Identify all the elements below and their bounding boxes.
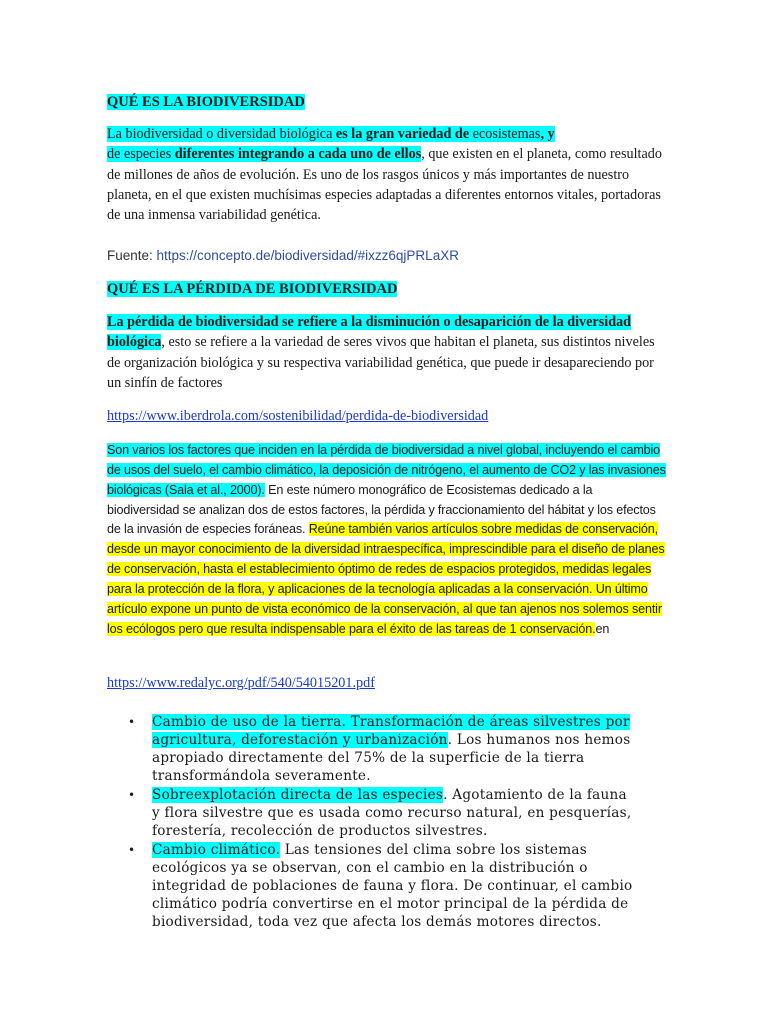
heading-highlight: QUÉ ES LA PÉRDIDA DE BIODIVERSIDAD bbox=[107, 281, 398, 297]
list-item bbox=[128, 786, 638, 840]
paragraph-factors bbox=[107, 441, 667, 639]
iberdrola-link[interactable]: https://www.iberdrola.com/sostenibilidad/perdida-de-biodiversidad bbox=[107, 408, 489, 424]
bullet-list bbox=[128, 713, 638, 932]
list-item-highlight: Cambio climático. bbox=[152, 842, 281, 858]
p1-segment-8: , que existen en el planeta, como resultado de millones de años de evolución. Es uno de los rasgos únicos y más importantes de nuestro planeta, en el que existen muchísimas especies adaptadas a diferentes entornos vitales, portadoras de una inmensa variabilidad genética. bbox=[107, 146, 662, 224]
paragraph-loss-definition bbox=[107, 312, 667, 393]
paragraph-biodiversity-definition bbox=[107, 124, 667, 225]
list-item-text: . Agotamiento de la fauna y flora silvestre que es usada como recurso natural, en pesquerías, forestería, recolección de productos silvestres. bbox=[152, 787, 632, 839]
source-line bbox=[107, 246, 459, 266]
bullet-icon: • bbox=[128, 715, 136, 729]
list-item bbox=[128, 713, 638, 785]
heading-que-es-biodiversidad bbox=[107, 92, 305, 112]
p1-segment-6: especies bbox=[120, 146, 175, 163]
p3-plain: En este número monográfico de Ecosistemas dedicado a la biodiversidad se analizan dos de estos factores, la pérdida y fraccionamiento del hábitat y los efectos de la invasión de especies foráneas. bbox=[107, 482, 656, 537]
list-item-highlight: Cambio de uso de la tierra. Transformación de áreas silvestres por agricultura, deforestación y urbanización bbox=[152, 714, 630, 748]
source-label: Fuente: bbox=[107, 248, 157, 263]
list-item-text: . Los humanos nos hemos apropiado directamente del 75% de la superficie de la tierra transformándola severamente. bbox=[152, 732, 631, 784]
bullet-icon: • bbox=[128, 843, 136, 857]
list-item-highlight: Sobreexplotación directa de las especies bbox=[152, 787, 444, 803]
list-item bbox=[128, 841, 638, 931]
p1-segment-7: diferentes integrando a cada uno de ellos bbox=[174, 146, 422, 163]
p1-segment-4: , y bbox=[540, 126, 555, 142]
p1-segment-2: es la gran variedad de bbox=[335, 126, 470, 142]
source-url[interactable]: https://concepto.de/biodiversidad/#ixzz6qjPRLaXR bbox=[156, 248, 459, 263]
p3-cyan-highlight: Son varios los factores que inciden en la pérdida de biodiversidad a nivel global, incluyendo el cambio de usos del suelo, el cambio climático, la deposición de nitrógeno, el aumento de CO2 y las invasiones biológicas (Sala et al., 2000). bbox=[107, 443, 666, 497]
list-item-text: Las tensiones del clima sobre los sistemas ecológicos ya se observan, con el cambio en la distribución o integridad de poblaciones de fauna y flora. De continuar, el cambio climático podría convertirse en el motor principal de la pérdida de biodiversidad, toda vez que afecta los demás motores directos. bbox=[152, 842, 633, 930]
p1-segment-5: de bbox=[107, 146, 121, 163]
bullet-icon: • bbox=[128, 788, 136, 802]
heading-highlight: QUÉ ES LA BIODIVERSIDAD bbox=[107, 94, 305, 110]
p1-segment-3: ecosistemas bbox=[469, 126, 541, 142]
p1-segment-1: La biodiversidad o diversidad biológica bbox=[107, 126, 336, 142]
heading-perdida-biodiversidad bbox=[107, 279, 397, 299]
p2-rest: , esto se refiere a la variedad de seres vivos que habitan el planeta, sus distintos niveles de organización biológica y su respectiva variabilidad genética, que puede ir desapareciendo por un sinfín de factores bbox=[107, 334, 655, 391]
p3-yellow-highlight: Reúne también varios artículos sobre medidas de conservación, desde un mayor conocimiento de la diversidad intraespecífica, imprescindible para el diseño de planes de conservación, hasta el establecimiento óptimo de redes de espacios protegidos, medidas legales para la protección de la flora, y aplicaciones de la tecnología aplicadas a la conservación. Un último artículo expone un punto de vista económico de la conservación, al que tan ajenos nos solemos sentir los ecólogos pero que resulta indispensable para el éxito de las tareas de 1 conservación. bbox=[107, 522, 665, 636]
p3-tail: en bbox=[595, 621, 610, 636]
p2-bold-highlight: La pérdida de biodiversidad se refiere a la disminución o desaparición de la diversidad biológica bbox=[107, 314, 632, 351]
redalyc-link[interactable]: https://www.redalyc.org/pdf/540/54015201.pdf bbox=[107, 675, 375, 691]
